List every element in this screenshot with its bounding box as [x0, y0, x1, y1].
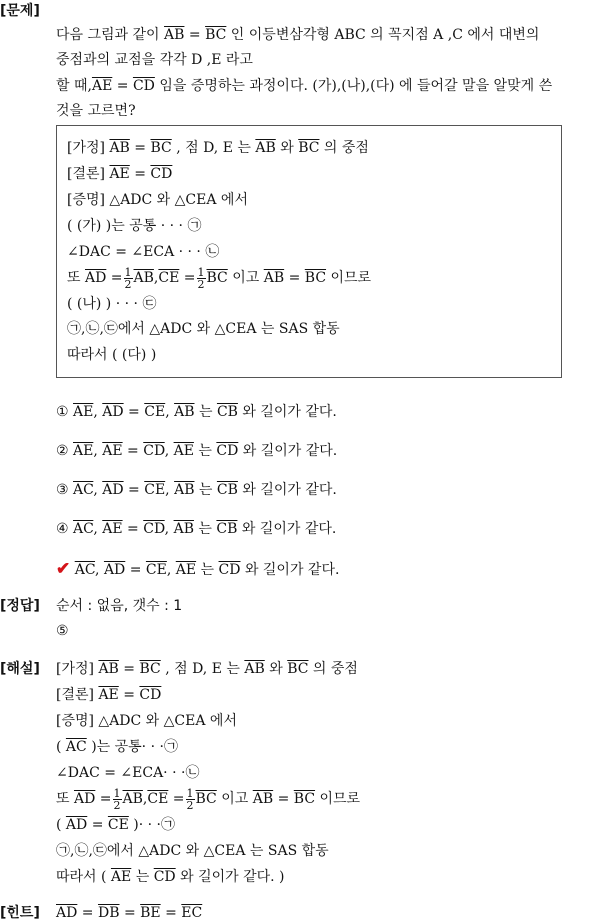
segment: $\overline{AE}$: [73, 443, 94, 459]
segment: $\overline{AE}$: [110, 869, 132, 885]
segment: $\overline{BC}$: [293, 791, 316, 807]
text: =: [110, 270, 123, 286]
segment: $\overline{AD}$: [84, 270, 107, 286]
circled-mark: ㉠: [187, 218, 202, 234]
fraction: [113, 788, 122, 811]
proof-step-3: [67, 264, 371, 292]
choice-number: ②: [56, 443, 69, 459]
segment: $\overline{AC}$: [73, 521, 94, 537]
choice-5[interactable]: ✔ $\overline{AC}$, $\overline{AD} = \overline{CE}$, $\overline{AE}$ 는 $\overline{CD}$ 와 길이가 같다.: [56, 559, 340, 579]
segment: $\overline{AD}$: [73, 791, 96, 807]
segment: $\overline{DB}$: [97, 905, 120, 921]
numerator: 1: [197, 265, 205, 279]
choice-4[interactable]: ④ $\overline{AC}$, $\overline{AE} = \overline{CD}$, $\overline{AB}$ 는 $\overline{CB}$ 와 길이가 같다.: [56, 521, 337, 537]
segment: $\overline{AB}$: [252, 791, 274, 807]
explanation-step-5: ㉠,㉡,㉢에서 △ADC 와 △CEA 는 SAS 합동: [56, 843, 329, 859]
denominator: 2: [113, 798, 121, 812]
problem-line-1: [56, 28, 539, 42]
text: =: [81, 905, 94, 921]
segment: $\overline{AE}$: [102, 521, 123, 537]
explanation-statement: [증명] △ADC 와 △CEA 에서: [56, 713, 237, 729]
segment: $\overline{BC}$: [150, 140, 172, 156]
proof-step-6: 따라서 ( (다) ): [67, 347, 157, 363]
text: , 점 D, E 는: [165, 661, 240, 677]
text: =: [134, 140, 147, 156]
explanation-tag: [해설]: [0, 661, 40, 677]
answer-meta: 순서 : 없음, 갯수 : 1: [56, 598, 183, 614]
segment: $\overline{AE}$: [73, 404, 94, 420]
segment: $\overline{BC}$: [304, 270, 327, 286]
text: 와: [280, 140, 294, 156]
segment: $\overline{AC}$: [73, 482, 94, 498]
text: [가정]: [56, 661, 94, 677]
segment: $\overline{AE}$: [175, 562, 197, 578]
text: [가정]: [67, 140, 105, 156]
segment: $\overline{AB}$: [174, 482, 195, 498]
segment: $\overline{AB}$: [263, 270, 285, 286]
numerator: 1: [124, 265, 132, 279]
text: 의 중점: [323, 140, 369, 156]
segment: $\overline{CE}$: [147, 791, 169, 807]
text: 와 길이가 같다.: [242, 404, 337, 420]
segment: $\overline{AD}$: [102, 482, 124, 498]
text: 또: [56, 791, 70, 807]
hint-content: [56, 906, 202, 920]
segment: $\overline{BC}$: [205, 27, 227, 43]
text: )· · ·: [133, 817, 162, 833]
answer-tag: [정답]: [0, 598, 40, 614]
segment: $\overline{BC}$: [139, 661, 161, 677]
text: ∠DAC = ∠ECA · · ·: [67, 244, 201, 260]
segment: $\overline{AD}$: [65, 817, 88, 833]
text: 는: [135, 869, 150, 885]
problem-line-4: 것을 고르면?: [56, 103, 136, 119]
segment: $\overline{BC}$: [206, 270, 228, 286]
segment: $\overline{AD}$: [102, 404, 124, 420]
proof-step-1: [67, 219, 201, 233]
segment: $\overline{AE}$: [173, 443, 194, 459]
segment: $\overline{CE}$: [145, 562, 167, 578]
text: ( (가) )는 공통 · · ·: [67, 218, 183, 234]
text: =: [99, 791, 112, 807]
choice-3[interactable]: ③ $\overline{AC}$, $\overline{AD} = \overline{CE}$, $\overline{AB}$ 는 $\overline{CB}$ 와 길이가 같다.: [56, 482, 337, 498]
segment: $\overline{AE}$: [98, 687, 119, 703]
segment: $\overline{CB}$: [216, 521, 238, 537]
explanation-assumption: [56, 662, 358, 676]
choice-number: ③: [56, 482, 69, 498]
text: 와 길이가 같다.: [244, 562, 340, 578]
text: =: [172, 791, 185, 807]
segment: $\overline{AB}$: [244, 661, 265, 677]
proof-assumption: [67, 141, 369, 155]
segment: $\overline{BC}$: [298, 140, 320, 156]
text: =: [123, 687, 135, 703]
text: =: [123, 905, 136, 921]
text: ( (나) ) · · ·: [67, 296, 138, 312]
segment: $\overline{CB}$: [216, 482, 238, 498]
segment: $\overline{AE}$: [109, 166, 130, 182]
segment: $\overline{CD}$: [143, 443, 165, 459]
fraction: [124, 267, 133, 290]
text: =: [123, 661, 136, 677]
segment: $\overline{BC}$: [287, 661, 309, 677]
text: , 점 D, E 는: [176, 140, 251, 156]
text: =: [188, 27, 201, 43]
explanation-step-1: [56, 740, 178, 754]
segment: $\overline{AC}$: [74, 562, 96, 578]
text: 인 이등변삼각형 ABC 의 꼭지점 A ,C 에서 대변의: [230, 27, 540, 43]
explanation-step-4: [56, 818, 175, 832]
text: ,: [153, 270, 159, 286]
segment: $\overline{AB}$: [133, 270, 154, 286]
segment: $\overline{AB}$: [173, 521, 194, 537]
text: (: [56, 817, 62, 833]
text: =: [116, 78, 129, 94]
denominator: 2: [186, 798, 194, 812]
text: 와 길이가 같다.: [242, 443, 338, 459]
segment: $\overline{AB}$: [164, 27, 185, 43]
text: 할 때,: [56, 78, 92, 94]
text: 이므로: [319, 791, 361, 807]
text: (: [56, 739, 62, 755]
denominator: 2: [124, 277, 132, 291]
denominator: 2: [197, 277, 205, 291]
circled-mark: ㉢: [142, 296, 157, 312]
fraction: [186, 788, 195, 811]
proof-step-2: [67, 245, 219, 259]
segment: $\overline{BC}$: [195, 791, 217, 807]
segment: $\overline{BE}$: [140, 905, 161, 921]
explanation-step-3: [56, 785, 360, 813]
circled-mark: ㉠: [163, 739, 178, 755]
segment: $\overline{CD}$: [216, 443, 239, 459]
segment: $\overline{AE}$: [102, 443, 123, 459]
segment: $\overline{CE}$: [144, 404, 166, 420]
segment: $\overline{AC}$: [65, 739, 87, 755]
problem-line-2: 중점과의 교점을 각각 D ,E 라고: [56, 52, 253, 68]
segment: $\overline{CE}$: [144, 482, 166, 498]
text: 와 길이가 같다.: [242, 482, 337, 498]
text: =: [183, 270, 196, 286]
choice-2[interactable]: ② $\overline{AE}$, $\overline{AE} = \overline{CD}$, $\overline{AE}$ 는 $\overline{CD}$ 와 길이가 같다.: [56, 443, 338, 459]
segment: $\overline{CD}$: [139, 687, 162, 703]
choice-number: ①: [56, 404, 69, 420]
explanation-step-2: [56, 766, 199, 780]
text: =: [277, 791, 290, 807]
circled-mark: ㉡: [205, 244, 220, 260]
segment: $\overline{CE}$: [158, 270, 180, 286]
segment: $\overline{AD}$: [56, 905, 78, 921]
segment: $\overline{CD}$: [143, 521, 165, 537]
explanation-step-6: [56, 870, 285, 884]
text: =: [165, 905, 177, 921]
text: )는 공통· · ·: [91, 739, 164, 755]
segment: $\overline{AE}$: [91, 78, 113, 94]
text: [결론]: [56, 687, 94, 703]
segment: $\overline{AB}$: [122, 791, 143, 807]
segment: $\overline{CB}$: [216, 404, 238, 420]
segment: $\overline{CD}$: [132, 78, 155, 94]
segment: $\overline{CD}$: [150, 166, 173, 182]
text: 다음 그림과 같이: [56, 27, 160, 43]
text: 와 길이가 같다.: [241, 521, 337, 537]
text: [결론]: [67, 166, 105, 182]
problem-line-3: [56, 79, 552, 93]
proof-conclusion: [67, 167, 172, 181]
proof-step-4: [67, 297, 156, 311]
hint-tag: [힌트]: [0, 905, 40, 921]
problem-tag: [문제]: [0, 3, 40, 19]
text: 따라서 (: [56, 869, 107, 885]
text: =: [91, 817, 104, 833]
text: 임을 증명하는 과정이다. (가),(나),(다) 에 들어갈 말을 알맞게 쓴: [159, 78, 553, 94]
choice-1[interactable]: ① $\overline{AE}$, $\overline{AD} = \overline{CE}$, $\overline{AB}$ 는 $\overline{CB}$ 와 길이가 같다.: [56, 404, 337, 420]
segment: $\overline{AB}$: [98, 661, 119, 677]
text: ∠DAC = ∠ECA· · ·: [56, 765, 186, 781]
circled-mark: ㉠: [161, 817, 176, 833]
text: 와 길이가 같다. ): [180, 869, 285, 885]
proof-statement: [증명] △ADC 와 △CEA 에서: [67, 192, 248, 208]
segment: $\overline{EC}$: [181, 905, 203, 921]
proof-step-5: ㉠,㉡,㉢에서 △ADC 와 △CEA 는 SAS 합동: [67, 321, 340, 337]
text: 이고: [232, 270, 260, 286]
text: 이므로: [330, 270, 372, 286]
text: =: [134, 166, 146, 182]
text: 이고: [221, 791, 249, 807]
segment: $\overline{CD}$: [218, 562, 241, 578]
text: 또: [67, 270, 81, 286]
checkmark-icon: ✔: [56, 559, 71, 579]
numerator: 1: [186, 786, 194, 800]
segment: $\overline{AB}$: [109, 140, 130, 156]
fraction: [197, 267, 206, 290]
choice-number: ④: [56, 521, 69, 537]
answer-value: ⑤: [56, 623, 69, 639]
numerator: 1: [113, 786, 121, 800]
segment: $\overline{CE}$: [107, 817, 129, 833]
segment: $\overline{AD}$: [103, 562, 126, 578]
text: ,: [142, 791, 148, 807]
text: =: [288, 270, 301, 286]
text: 와: [269, 661, 283, 677]
segment: $\overline{AB}$: [255, 140, 276, 156]
segment: $\overline{CD}$: [153, 869, 176, 885]
explanation-conclusion: [56, 688, 161, 702]
circled-mark: ㉡: [185, 765, 200, 781]
text: 의 중점: [312, 661, 358, 677]
segment: $\overline{AB}$: [174, 404, 195, 420]
